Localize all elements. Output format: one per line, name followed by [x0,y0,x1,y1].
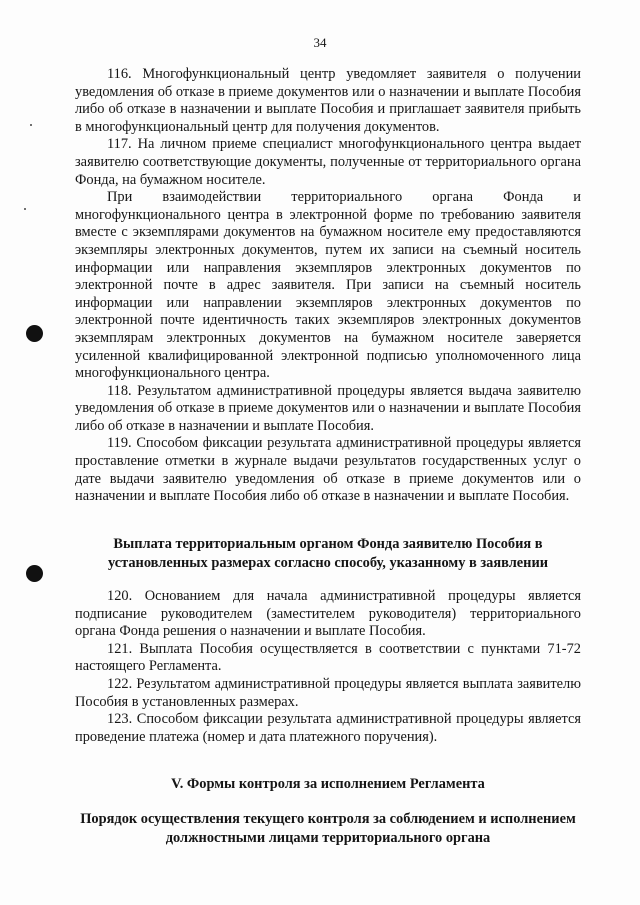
paragraph-117: 117. На личном приеме специалист многофункционального центра выдает заявителю соответствующие документы, полученные от территориального органа Фонда, на бумажном носителе. [75,136,581,188]
scan-speck [24,208,26,210]
paragraph-123: 123. Способом фиксации результата административной процедуры является проведение платежа (номер и дата платежного поручения). [75,711,581,745]
section-heading-payment: Выплата территориальным органом Фонда заявителю Пособия в установленных размерах согласно способу, указанному в заявлении [107,536,549,571]
subsection-heading-current-control: Порядок осуществления текущего контроля за соблюдением и исполнением должностными лицами территориального органа [80,811,576,846]
section-body-2 [75,588,581,746]
paragraph-122: 122. Результатом административной процедуры является выплата заявителю Пособия в установленных размерах. [75,675,581,710]
section-body-1 [75,66,581,506]
chapter-heading-control: V. Формы контроля за исполнением Регламента [171,776,485,792]
paragraph-118: 118. Результатом административной процедуры является выдача заявителю уведомления об отказе в приеме документов или о назначении и выплате Пособия либо об отказе в назначении и выплате Пособия. [75,382,581,434]
scan-speck [30,124,32,126]
punch-hole-mark [26,565,43,582]
paragraph-interaction: При взаимодействии территориального органа Фонда и многофункционального центра в электронной форме по требованию заявителя вместе с экземплярами документов на бумажном носителе ему предоставляются экземпляры электронных документов, путем их записи на съемный носитель информации или направления экземпляров электронных документов по электронной почте в адрес заявителя. При записи на съемный носитель информации или направлении экземпляров электронных документов по электронной почте идентичность таких экземпляров электронных документов экземплярам электронных документов на бумажном носителе заверяется усиленной квалифицированной электронной подписью уполномоченного лица многофункционального центра. [75,189,581,382]
page-number: 34 [313,35,327,50]
punch-hole-mark [26,325,43,342]
paragraph-121: 121. Выплата Пособия осуществляется в соответствии с пунктами 71-72 настоящего Регламента. [75,640,581,675]
paragraph-119: 119. Способом фиксации результата административной процедуры является проставление отметки в журнале выдачи результатов государственных услуг о дате выдачи заявителю уведомления об отказе в приеме документов или о назначении и выплате Пособия либо об отказе в назначении и выплате Пособия. [75,435,581,505]
paragraph-120: 120. Основанием для начала административной процедуры является подписание руководителем (заместителем руководителя) территориального органа Фонда решения о назначении и выплате Пособия. [75,588,581,640]
paragraph-116: 116. Многофункциональный центр уведомляет заявителя о получении уведомления об отказе в приеме документов или о назначении и выплате Пособия либо об отказе в назначении и выплате Пособия и приглашает заявителя прибыть в многофункциональный центр для получения документов. [75,66,581,135]
